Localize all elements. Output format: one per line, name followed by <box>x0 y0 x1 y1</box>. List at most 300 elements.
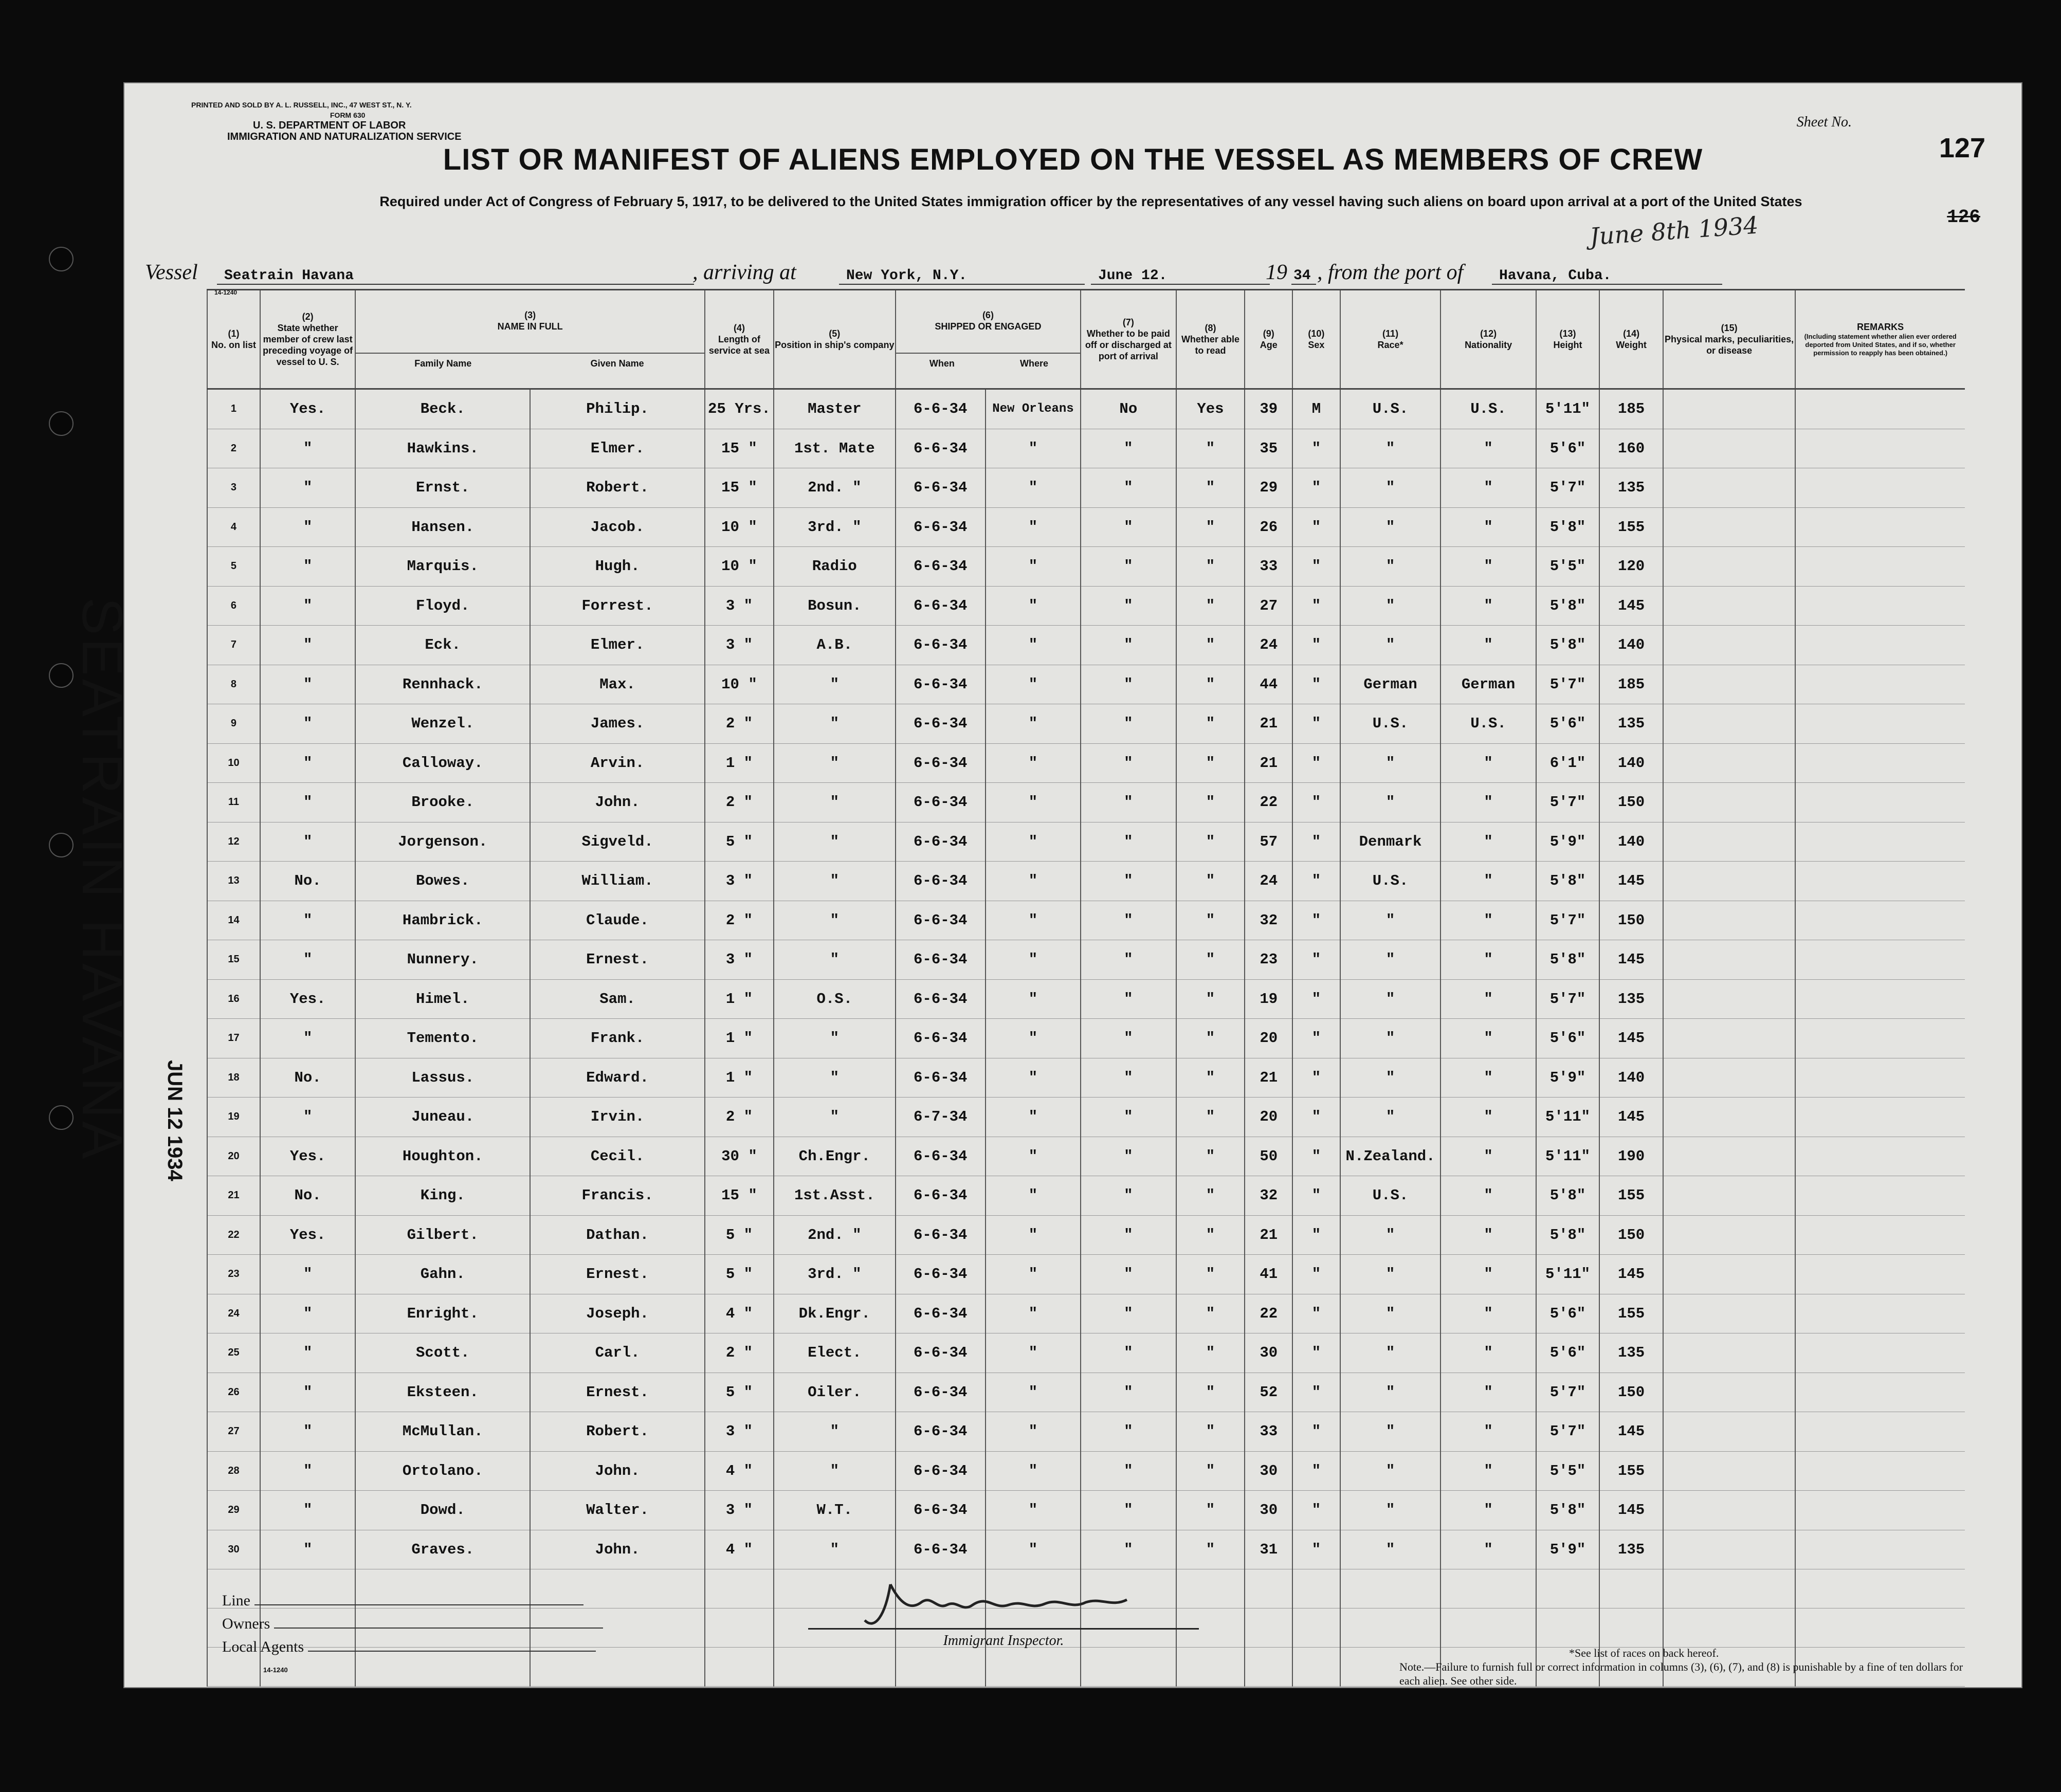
cell-family-name: King. <box>355 1176 530 1216</box>
cell-family-name: Himel. <box>355 979 530 1019</box>
cell-no: 10 <box>207 743 260 783</box>
cell-no: 20 <box>207 1137 260 1176</box>
crew-table <box>207 289 1965 1687</box>
cell-no: 5 <box>207 547 260 587</box>
departure-port: Havana, Cuba. <box>1492 268 1722 285</box>
cell-prev-voyage: " <box>260 586 355 626</box>
cell-service: 4 " <box>705 1451 774 1491</box>
cell-age: 44 <box>1245 665 1292 704</box>
cell-height: 5'11" <box>1536 389 1600 429</box>
cell-shipped-when: 6-6-34 <box>896 1137 986 1176</box>
cell-shipped-when: 6-6-34 <box>896 547 986 587</box>
cell-no: 18 <box>207 1058 260 1098</box>
cell-shipped-where: " <box>986 429 1081 468</box>
cell-family-name: Eksteen. <box>355 1373 530 1412</box>
table-row <box>207 1058 1965 1098</box>
cell-service: 10 " <box>705 507 774 547</box>
table-row <box>207 1255 1965 1294</box>
cell-age: 32 <box>1245 1176 1292 1216</box>
cell-height: 5'11" <box>1536 1098 1600 1137</box>
cell-shipped-when: 6-6-34 <box>896 1491 986 1530</box>
manifest-page <box>70 82 2022 1688</box>
cell-shipped-when: 6-6-34 <box>896 1294 986 1333</box>
cell-physical-marks <box>1663 626 1795 665</box>
cell-sex: " <box>1292 1098 1340 1137</box>
cell-position: Elect. <box>774 1333 896 1373</box>
cell-shipped-when: 6-6-34 <box>896 1019 986 1058</box>
blank-cell <box>705 1648 774 1687</box>
cell-shipped-where: " <box>986 1451 1081 1491</box>
cell-given-name: John. <box>530 1530 705 1569</box>
cell-given-name: Carl. <box>530 1333 705 1373</box>
page-title: LIST OR MANIFEST OF ALIENS EMPLOYED ON THE VESSEL AS MEMBERS OF CREW <box>443 143 1703 176</box>
cell-position: Bosun. <box>774 586 896 626</box>
cell-height: 5'8" <box>1536 1491 1600 1530</box>
cell-prev-voyage: " <box>260 429 355 468</box>
cell-sex: " <box>1292 1255 1340 1294</box>
arriving-label: , arriving at <box>692 261 796 284</box>
cell-sex: " <box>1292 1176 1340 1216</box>
cell-weight: 155 <box>1599 1176 1663 1216</box>
cell-prev-voyage: Yes. <box>260 979 355 1019</box>
cell-height: 5'5" <box>1536 547 1600 587</box>
cell-physical-marks <box>1663 822 1795 862</box>
cell-no: 6 <box>207 586 260 626</box>
cell-no: 9 <box>207 704 260 744</box>
cell-given-name: John. <box>530 1451 705 1491</box>
form-number: FORM 630 <box>330 111 366 119</box>
cell-can-read: " <box>1176 940 1245 980</box>
cell-race: " <box>1340 1215 1441 1255</box>
cell-sex: " <box>1292 704 1340 744</box>
cell-given-name: Ernest. <box>530 1255 705 1294</box>
cell-age: 21 <box>1245 743 1292 783</box>
cell-no: 16 <box>207 979 260 1019</box>
cell-physical-marks <box>1663 901 1795 940</box>
cell-physical-marks <box>1663 1412 1795 1452</box>
cell-sex: " <box>1292 429 1340 468</box>
cell-weight: 145 <box>1599 586 1663 626</box>
cell-age: 21 <box>1245 1058 1292 1098</box>
table-row <box>207 665 1965 704</box>
cell-no: 28 <box>207 1451 260 1491</box>
cell-race: " <box>1340 586 1441 626</box>
cell-nationality: U.S. <box>1440 389 1536 429</box>
agents-field: Local Agents <box>222 1638 596 1656</box>
cell-age: 21 <box>1245 704 1292 744</box>
sub-header: Family Name <box>414 358 472 369</box>
cell-position: 1st.Asst. <box>774 1176 896 1216</box>
cell-weight: 145 <box>1599 1491 1663 1530</box>
cell-given-name: Robert. <box>530 1412 705 1452</box>
cell-weight: 150 <box>1599 901 1663 940</box>
cell-can-read: Yes <box>1176 389 1245 429</box>
cell-given-name: Irvin. <box>530 1098 705 1137</box>
form-code-footer: 14-1240 <box>263 1666 288 1674</box>
cell-no: 3 <box>207 468 260 508</box>
cell-shipped-when: 6-6-34 <box>896 901 986 940</box>
cell-shipped-where: " <box>986 1215 1081 1255</box>
cell-prev-voyage: " <box>260 1294 355 1333</box>
cell-given-name: Cecil. <box>530 1137 705 1176</box>
cell-position: 1st. Mate <box>774 429 896 468</box>
cell-age: 29 <box>1245 468 1292 508</box>
cell-shipped-where: " <box>986 1373 1081 1412</box>
cell-nationality: " <box>1440 547 1536 587</box>
cell-shipped-where: " <box>986 1019 1081 1058</box>
cell-weight: 150 <box>1599 1215 1663 1255</box>
cell-race: " <box>1340 743 1441 783</box>
table-row <box>207 1098 1965 1137</box>
cell-height: 5'7" <box>1536 901 1600 940</box>
cell-remarks <box>1795 1098 1965 1137</box>
cell-shipped-when: 6-6-34 <box>896 665 986 704</box>
cell-position: Radio <box>774 547 896 587</box>
cell-position: A.B. <box>774 626 896 665</box>
cell-race: U.S. <box>1340 704 1441 744</box>
cell-physical-marks <box>1663 1098 1795 1137</box>
cell-service: 2 " <box>705 1333 774 1373</box>
cell-remarks <box>1795 507 1965 547</box>
cell-remarks <box>1795 429 1965 468</box>
vessel-line <box>135 248 2011 289</box>
cell-nationality: " <box>1440 743 1536 783</box>
blank-cell <box>1292 1569 1340 1608</box>
cell-paid-off: " <box>1081 665 1176 704</box>
cell-age: 21 <box>1245 1215 1292 1255</box>
table-body <box>207 389 1965 1687</box>
cell-given-name: Arvin. <box>530 743 705 783</box>
cell-prev-voyage: " <box>260 547 355 587</box>
cell-sex: " <box>1292 862 1340 901</box>
cell-weight: 150 <box>1599 783 1663 822</box>
col-header: (7) Whether to be paid off or discharged at port of arrival <box>1081 290 1176 389</box>
cell-given-name: James. <box>530 704 705 744</box>
cell-weight: 150 <box>1599 1373 1663 1412</box>
cell-prev-voyage: " <box>260 665 355 704</box>
blank-cell <box>1176 1569 1245 1608</box>
cell-weight: 135 <box>1599 704 1663 744</box>
cell-remarks <box>1795 1019 1965 1058</box>
cell-race: German <box>1340 665 1441 704</box>
cell-shipped-where: " <box>986 1333 1081 1373</box>
cell-remarks <box>1795 626 1965 665</box>
cell-height: 5'9" <box>1536 822 1600 862</box>
cell-nationality: " <box>1440 1176 1536 1216</box>
col-header: (8) Whether able to read <box>1176 290 1245 389</box>
arrival-year: 34 <box>1291 268 1316 285</box>
cell-service: 1 " <box>705 1019 774 1058</box>
cell-service: 10 " <box>705 547 774 587</box>
cell-shipped-where: " <box>986 1294 1081 1333</box>
cell-remarks <box>1795 979 1965 1019</box>
cell-sex: " <box>1292 547 1340 587</box>
cell-no: 25 <box>207 1333 260 1373</box>
blank-cell <box>1440 1569 1536 1608</box>
cell-service: 3 " <box>705 862 774 901</box>
cell-race: " <box>1340 901 1441 940</box>
cell-age: 50 <box>1245 1137 1292 1176</box>
cell-sex: " <box>1292 783 1340 822</box>
cell-can-read: " <box>1176 1019 1245 1058</box>
cell-given-name: John. <box>530 783 705 822</box>
cell-race: N.Zealand. <box>1340 1137 1441 1176</box>
page-subtitle: Required under Act of Congress of February 5, 1917, to be delivered to the United States immigration officer by the representatives of any vessel having such aliens on board upon arrival at a port of the United States <box>379 194 1802 209</box>
table-row <box>207 1215 1965 1255</box>
cell-no: 2 <box>207 429 260 468</box>
cell-age: 20 <box>1245 1019 1292 1058</box>
cell-nationality: " <box>1440 468 1536 508</box>
cell-sex: " <box>1292 901 1340 940</box>
cell-remarks <box>1795 1530 1965 1569</box>
table-row <box>207 1019 1965 1058</box>
cell-age: 35 <box>1245 429 1292 468</box>
blank-cell <box>1245 1648 1292 1687</box>
cell-weight: 145 <box>1599 1019 1663 1058</box>
cell-paid-off: " <box>1081 547 1176 587</box>
table-row <box>207 586 1965 626</box>
cell-remarks <box>1795 468 1965 508</box>
cell-family-name: Temento. <box>355 1019 530 1058</box>
cell-remarks <box>1795 389 1965 429</box>
cell-nationality: " <box>1440 1294 1536 1333</box>
cell-shipped-where: " <box>986 1412 1081 1452</box>
table-row <box>207 979 1965 1019</box>
cell-prev-voyage: " <box>260 901 355 940</box>
cell-shipped-when: 6-6-34 <box>896 743 986 783</box>
cell-given-name: Joseph. <box>530 1294 705 1333</box>
blank-cell <box>705 1569 774 1608</box>
cell-remarks <box>1795 1491 1965 1530</box>
cell-given-name: Sam. <box>530 979 705 1019</box>
cell-physical-marks <box>1663 389 1795 429</box>
cell-given-name: Ernest. <box>530 1373 705 1412</box>
cell-shipped-when: 6-6-34 <box>896 1255 986 1294</box>
cell-no: 24 <box>207 1294 260 1333</box>
cell-shipped-when: 6-6-34 <box>896 1058 986 1098</box>
arrival-date: June 12. <box>1091 268 1270 285</box>
cell-height: 5'8" <box>1536 1176 1600 1216</box>
cell-physical-marks <box>1663 862 1795 901</box>
cell-race: Denmark <box>1340 822 1441 862</box>
table-row <box>207 468 1965 508</box>
cell-shipped-where: " <box>986 507 1081 547</box>
cell-position: 2nd. " <box>774 468 896 508</box>
cell-position: 3rd. " <box>774 507 896 547</box>
cell-physical-marks <box>1663 1215 1795 1255</box>
cell-height: 5'9" <box>1536 1530 1600 1569</box>
cell-no: 14 <box>207 901 260 940</box>
cell-service: 4 " <box>705 1294 774 1333</box>
cell-sex: " <box>1292 1058 1340 1098</box>
cell-weight: 145 <box>1599 862 1663 901</box>
cell-given-name: Hugh. <box>530 547 705 587</box>
cell-nationality: " <box>1440 822 1536 862</box>
cell-paid-off: No <box>1081 389 1176 429</box>
penalty-note: Note.—Failure to furnish full or correct information in columns (3), (6), (7), and (8) is punishable by a fine of ten dollars for each alien. See other side. <box>1399 1660 1963 1687</box>
cell-nationality: " <box>1440 979 1536 1019</box>
cell-position: 2nd. " <box>774 1215 896 1255</box>
cell-paid-off: " <box>1081 507 1176 547</box>
cell-nationality: " <box>1440 1215 1536 1255</box>
cell-prev-voyage: " <box>260 1333 355 1373</box>
cell-shipped-when: 6-6-34 <box>896 1373 986 1412</box>
cell-nationality: " <box>1440 1373 1536 1412</box>
cell-race: " <box>1340 1333 1441 1373</box>
cell-prev-voyage: " <box>260 468 355 508</box>
col-header: (4) Length of service at sea <box>705 290 774 389</box>
blank-cell <box>1663 1569 1795 1608</box>
cell-physical-marks <box>1663 1451 1795 1491</box>
cell-age: 32 <box>1245 901 1292 940</box>
cell-prev-voyage: " <box>260 1373 355 1412</box>
cell-shipped-when: 6-6-34 <box>896 1451 986 1491</box>
cell-nationality: " <box>1440 586 1536 626</box>
cell-weight: 145 <box>1599 940 1663 980</box>
cell-height: 5'9" <box>1536 1058 1600 1098</box>
cell-race: " <box>1340 429 1441 468</box>
cell-age: 30 <box>1245 1451 1292 1491</box>
table-row <box>207 901 1965 940</box>
cell-no: 22 <box>207 1215 260 1255</box>
cell-service: 3 " <box>705 940 774 980</box>
cell-shipped-where: " <box>986 547 1081 587</box>
cell-weight: 145 <box>1599 1255 1663 1294</box>
blank-cell <box>1440 1608 1536 1648</box>
cell-age: 22 <box>1245 1294 1292 1333</box>
cell-given-name: Edward. <box>530 1058 705 1098</box>
cell-family-name: McMullan. <box>355 1412 530 1452</box>
cell-age: 20 <box>1245 1098 1292 1137</box>
cell-sex: " <box>1292 1019 1340 1058</box>
cell-height: 5'6" <box>1536 1333 1600 1373</box>
cell-can-read: " <box>1176 704 1245 744</box>
cell-sex: " <box>1292 822 1340 862</box>
cell-given-name: William. <box>530 862 705 901</box>
crossed-sheet-number: 126 <box>1947 207 1980 228</box>
cell-race: U.S. <box>1340 1176 1441 1216</box>
cell-prev-voyage: " <box>260 783 355 822</box>
cell-race: U.S. <box>1340 862 1441 901</box>
table-row <box>207 1530 1965 1569</box>
cell-sex: " <box>1292 1294 1340 1333</box>
blank-cell <box>896 1648 986 1687</box>
cell-nationality: " <box>1440 1530 1536 1569</box>
cell-no: 12 <box>207 822 260 862</box>
cell-race: " <box>1340 1019 1441 1058</box>
cell-age: 52 <box>1245 1373 1292 1412</box>
cell-can-read: " <box>1176 1333 1245 1373</box>
table-row <box>207 704 1965 744</box>
cell-paid-off: " <box>1081 704 1176 744</box>
cell-remarks <box>1795 940 1965 980</box>
cell-height: 6'1" <box>1536 743 1600 783</box>
cell-shipped-where: " <box>986 1058 1081 1098</box>
cell-weight: 145 <box>1599 1412 1663 1452</box>
cell-sex: " <box>1292 1412 1340 1452</box>
cell-shipped-where: " <box>986 940 1081 980</box>
cell-position: " <box>774 1058 896 1098</box>
blank-cell <box>1245 1608 1292 1648</box>
cell-can-read: " <box>1176 822 1245 862</box>
cell-remarks <box>1795 704 1965 744</box>
cell-physical-marks <box>1663 547 1795 587</box>
cell-shipped-where: " <box>986 586 1081 626</box>
cell-family-name: Houghton. <box>355 1137 530 1176</box>
col-header-name: (3) NAME IN FULL Family Name Given Name <box>355 290 705 389</box>
cell-shipped-where: " <box>986 1137 1081 1176</box>
service-name: IMMIGRATION AND NATURALIZATION SERVICE <box>227 131 462 142</box>
cell-can-read: " <box>1176 507 1245 547</box>
cell-can-read: " <box>1176 1098 1245 1137</box>
cell-can-read: " <box>1176 1412 1245 1452</box>
blank-cell <box>1340 1608 1441 1648</box>
cell-remarks <box>1795 1137 1965 1176</box>
cell-shipped-when: 6-6-34 <box>896 940 986 980</box>
cell-race: " <box>1340 626 1441 665</box>
cell-height: 5'5" <box>1536 1451 1600 1491</box>
cell-physical-marks <box>1663 1019 1795 1058</box>
cell-no: 7 <box>207 626 260 665</box>
table-row <box>207 1451 1965 1491</box>
cell-weight: 145 <box>1599 1098 1663 1137</box>
cell-race: " <box>1340 1451 1441 1491</box>
cell-shipped-when: 6-6-34 <box>896 862 986 901</box>
cell-no: 29 <box>207 1491 260 1530</box>
cell-family-name: Bowes. <box>355 862 530 901</box>
cell-sex: " <box>1292 1451 1340 1491</box>
cell-position: " <box>774 822 896 862</box>
cell-position: " <box>774 783 896 822</box>
cell-height: 5'8" <box>1536 626 1600 665</box>
cell-nationality: " <box>1440 1491 1536 1530</box>
cell-service: 10 " <box>705 665 774 704</box>
cell-paid-off: " <box>1081 1491 1176 1530</box>
table-header-row <box>207 290 1965 389</box>
cell-nationality: " <box>1440 1255 1536 1294</box>
cell-shipped-when: 6-6-34 <box>896 429 986 468</box>
cell-given-name: Philip. <box>530 389 705 429</box>
cell-nationality: " <box>1440 901 1536 940</box>
cell-height: 5'6" <box>1536 1019 1600 1058</box>
cell-age: 24 <box>1245 626 1292 665</box>
from-label: , from the port of <box>1317 261 1464 284</box>
cell-paid-off: " <box>1081 1294 1176 1333</box>
cell-nationality: " <box>1440 940 1536 980</box>
cell-physical-marks <box>1663 507 1795 547</box>
cell-service: 3 " <box>705 626 774 665</box>
cell-prev-voyage: " <box>260 626 355 665</box>
cell-given-name: Ernest. <box>530 940 705 980</box>
cell-can-read: " <box>1176 665 1245 704</box>
blank-cell <box>705 1608 774 1648</box>
cell-no: 23 <box>207 1255 260 1294</box>
blank-cell <box>1292 1608 1340 1648</box>
cell-height: 5'8" <box>1536 507 1600 547</box>
cell-can-read: " <box>1176 783 1245 822</box>
cell-physical-marks <box>1663 1294 1795 1333</box>
cell-weight: 185 <box>1599 665 1663 704</box>
cell-weight: 135 <box>1599 468 1663 508</box>
cell-no: 13 <box>207 862 260 901</box>
cell-can-read: " <box>1176 1530 1245 1569</box>
cell-shipped-when: 6-7-34 <box>896 1098 986 1137</box>
cell-can-read: " <box>1176 1451 1245 1491</box>
cell-age: 30 <box>1245 1491 1292 1530</box>
cell-paid-off: " <box>1081 1255 1176 1294</box>
cell-service: 15 " <box>705 429 774 468</box>
cell-nationality: German <box>1440 665 1536 704</box>
